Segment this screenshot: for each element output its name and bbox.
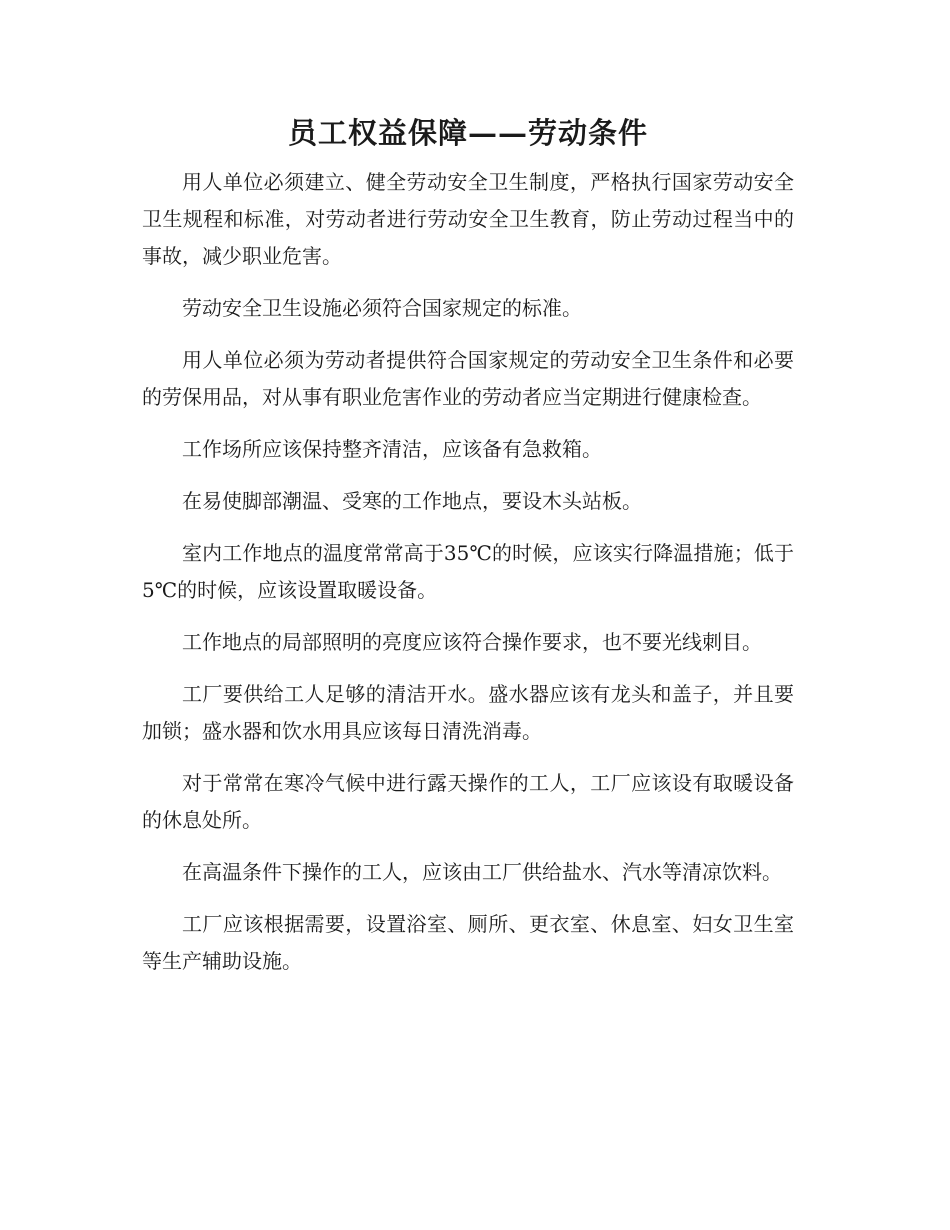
paragraph-2: 劳动安全卫生设施必须符合国家规定的标准。: [182, 296, 582, 320]
paragraph-7: 工作地点的局部照明的亮度应该符合操作要求，也不要光线刺目。: [182, 630, 762, 654]
document-page: [142, 112, 794, 995]
paragraph-8: 工厂要供给工人足够的清洁开水。盛水器应该有龙头和盖子，并且要加锁；盛水器和饮水用具应该每日清洗消毒。: [142, 682, 794, 743]
paragraph-3: 用人单位必须为劳动者提供符合国家规定的劳动安全卫生条件和必要的劳保用品，对从事有职业危害作业的劳动者应当定期进行健康检查。: [142, 348, 794, 409]
paragraph-5: 在易使脚部潮温、受寒的工作地点，要设木头站板。: [182, 489, 642, 513]
document-title: 员工权益保障——劳动条件: [287, 116, 648, 150]
paragraph-11: 工厂应该根据需要，设置浴室、厕所、更衣室、休息室、妇女卫生室等生产辅助设施。: [142, 912, 794, 973]
paragraph-4: 工作场所应该保持整齐清洁，应该备有急救箱。: [182, 437, 602, 461]
paragraph-9: 对于常常在寒冷气候中进行露天操作的工人，工厂应该设有取暖设备的休息处所。: [142, 771, 794, 832]
paragraph-10: 在高温条件下操作的工人，应该由工厂供给盐水、汽水等清凉饮料。: [182, 860, 782, 884]
paragraph-6: 室内工作地点的温度常常高于35℃的时候，应该实行降温措施；低于5℃的时候，应该设置取暖设备。: [142, 541, 794, 602]
paragraph-1: 用人单位必须建立、健全劳动安全卫生制度，严格执行国家劳动安全卫生规程和标准，对劳动者进行劳动安全卫生教育，防止劳动过程当中的事故，减少职业危害。: [142, 170, 794, 268]
